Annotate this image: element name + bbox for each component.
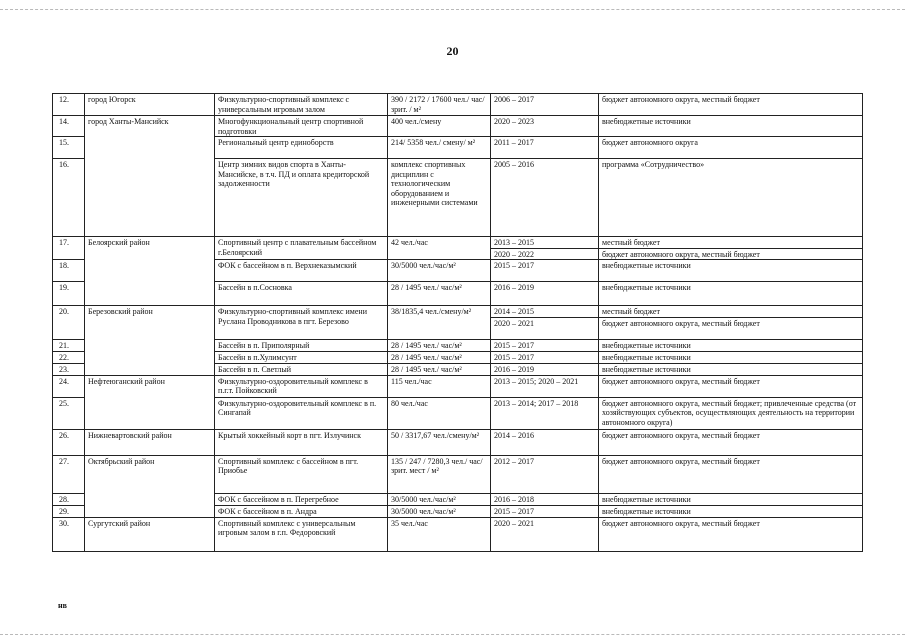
period-cell: 2011 – 2017 <box>491 137 599 159</box>
row-number: 25. <box>53 397 85 429</box>
object-cell: Спортивный комплекс с бассейном в пгт. Приобье <box>215 455 388 493</box>
funding-cell: внебюджетные источники <box>599 116 863 137</box>
period-cell: 2013 – 2014; 2017 – 2018 <box>491 397 599 429</box>
object-cell: Спортивный комплекс с универсальным игровым залом в г.п. Федоровский <box>215 517 388 551</box>
funding-cell: бюджет автономного округа <box>599 137 863 159</box>
table-row <box>53 505 863 517</box>
object-cell: Региональный центр единоборств <box>215 137 388 159</box>
object-cell: Бассейн в п. Светлый <box>215 363 388 375</box>
scan-edge-bottom <box>0 634 905 635</box>
region-cell <box>85 397 215 429</box>
period-cell: 2006 – 2017 <box>491 94 599 116</box>
table-row <box>53 375 863 397</box>
object-cell: Физкультурно-спортивный комплекс с универсальным игровым залом <box>215 94 388 116</box>
object-cell: Спортивный центр с плавательным бассейном г.Белоярский <box>215 237 388 260</box>
region-cell: Нижневартовский район <box>85 429 215 455</box>
region-cell: город Ханты-Мансийск <box>85 116 215 137</box>
period-cell: 2016 – 2019 <box>491 282 599 306</box>
funding-cell: бюджет автономного округа, местный бюджет <box>599 248 863 260</box>
row-number: 20. <box>53 306 85 340</box>
region-cell <box>85 505 215 517</box>
capacity-cell: 42 чел./час <box>388 237 491 260</box>
object-cell: Физкультурно-оздоровительный комплекс в п. Сингапай <box>215 397 388 429</box>
objects-table <box>52 93 863 552</box>
capacity-cell: 28 / 1495 чел./ час/м² <box>388 363 491 375</box>
capacity-cell: 80 чел./час <box>388 397 491 429</box>
row-number: 21. <box>53 339 85 351</box>
region-cell <box>85 137 215 159</box>
table-row <box>53 363 863 375</box>
region-cell: Нефтеюганский район <box>85 375 215 397</box>
row-number: 19. <box>53 282 85 306</box>
object-cell: Физкультурно-спортивный комплекс имени Руслана Проводникова в пгт. Березово <box>215 306 388 340</box>
footer-initials: нв <box>58 601 67 610</box>
capacity-cell: 30/5000 чел./час/м² <box>388 505 491 517</box>
period-cell: 2015 – 2017 <box>491 260 599 282</box>
object-cell: Бассейн в п.Сосновка <box>215 282 388 306</box>
period-cell: 2015 – 2017 <box>491 505 599 517</box>
capacity-cell: 50 / 3317,67 чел./смену/м² <box>388 429 491 455</box>
capacity-cell: 28 / 1495 чел./ час/м² <box>388 282 491 306</box>
period-cell: 2020 – 2022 <box>491 248 599 260</box>
capacity-cell: 35 чел./час <box>388 517 491 551</box>
object-cell: Бассейн в п. Приполярный <box>215 339 388 351</box>
period-cell: 2015 – 2017 <box>491 339 599 351</box>
row-number: 15. <box>53 137 85 159</box>
funding-cell: бюджет автономного округа, местный бюджет <box>599 317 863 339</box>
table-row <box>53 282 863 306</box>
period-cell: 2015 – 2017 <box>491 351 599 363</box>
table-row <box>53 351 863 363</box>
capacity-cell: 28 / 1495 чел./ час/м² <box>388 351 491 363</box>
table-row <box>53 137 863 159</box>
funding-cell: внебюджетные источники <box>599 260 863 282</box>
region-cell <box>85 339 215 351</box>
funding-cell: местный бюджет <box>599 306 863 318</box>
capacity-cell: комплекс спортивных дисциплин с технологическим оборудованием и инженерными системами <box>388 159 491 237</box>
funding-cell: внебюджетные источники <box>599 505 863 517</box>
region-cell <box>85 260 215 282</box>
table-row <box>53 517 863 551</box>
capacity-cell: 115 чел./час <box>388 375 491 397</box>
page-number: 20 <box>446 44 459 58</box>
period-cell: 2014 – 2016 <box>491 429 599 455</box>
period-cell: 2014 – 2015 <box>491 306 599 318</box>
funding-cell: бюджет автономного округа, местный бюджет; привлеченные средства (от хозяйствующих субъектов, осуществляющих деятельность на территории автономного округа) <box>599 397 863 429</box>
row-number: 26. <box>53 429 85 455</box>
table-row <box>53 159 863 237</box>
funding-cell: внебюджетные источники <box>599 493 863 505</box>
capacity-cell: 38/1835,4 чел./смену/м² <box>388 306 491 340</box>
row-number: 22. <box>53 351 85 363</box>
funding-cell: бюджет автономного округа, местный бюджет <box>599 375 863 397</box>
table-row <box>53 94 863 116</box>
object-cell: ФОК с бассейном в п. Перегребное <box>215 493 388 505</box>
object-cell: Многофункциональный центр спортивной подготовки <box>215 116 388 137</box>
region-cell: Сургутский район <box>85 517 215 551</box>
region-cell <box>85 363 215 375</box>
row-number: 28. <box>53 493 85 505</box>
period-cell: 2013 – 2015; 2020 – 2021 <box>491 375 599 397</box>
table-row <box>53 237 863 249</box>
row-number: 29. <box>53 505 85 517</box>
row-number: 16. <box>53 159 85 237</box>
period-cell: 2016 – 2018 <box>491 493 599 505</box>
table-row <box>53 429 863 455</box>
row-number: 17. <box>53 237 85 260</box>
object-cell: Физкультурно-оздоровительный комплекс в п.г.т. Пойковский <box>215 375 388 397</box>
region-cell <box>85 351 215 363</box>
period-cell: 2012 – 2017 <box>491 455 599 493</box>
region-cell: Белоярский район <box>85 237 215 260</box>
region-cell <box>85 282 215 306</box>
table-row <box>53 306 863 318</box>
capacity-cell: 30/5000 чел./час/м² <box>388 260 491 282</box>
row-number: 12. <box>53 94 85 116</box>
capacity-cell: 400 чел./смену <box>388 116 491 137</box>
funding-cell: внебюджетные источники <box>599 351 863 363</box>
funding-cell: внебюджетные источники <box>599 282 863 306</box>
period-cell: 2005 – 2016 <box>491 159 599 237</box>
funding-cell: бюджет автономного округа, местный бюджет <box>599 94 863 116</box>
region-cell: Октябрьский район <box>85 455 215 493</box>
funding-cell: бюджет автономного округа, местный бюджет <box>599 517 863 551</box>
row-number: 18. <box>53 260 85 282</box>
scan-edge-top <box>0 9 905 10</box>
funding-cell: внебюджетные источники <box>599 363 863 375</box>
object-cell: ФОК с бассейном в п. Андра <box>215 505 388 517</box>
row-number: 27. <box>53 455 85 493</box>
table-row <box>53 455 863 493</box>
capacity-cell: 135 / 247 / 7280,3 чел./ час/ зрит. мест / м² <box>388 455 491 493</box>
object-cell: Бассейн в п.Хулимсунт <box>215 351 388 363</box>
period-cell: 2016 – 2019 <box>491 363 599 375</box>
period-cell: 2020 – 2021 <box>491 317 599 339</box>
object-cell: Крытый хоккейный корт в пгт. Излучинск <box>215 429 388 455</box>
funding-cell: программа «Сотрудничество» <box>599 159 863 237</box>
period-cell: 2013 – 2015 <box>491 237 599 249</box>
capacity-cell: 390 / 2172 / 17600 чел./ час/ зрит. / м² <box>388 94 491 116</box>
region-cell: Березовский район <box>85 306 215 340</box>
row-number: 24. <box>53 375 85 397</box>
funding-cell: бюджет автономного округа, местный бюджет <box>599 455 863 493</box>
object-cell: ФОК с бассейном в п. Верхнеказымский <box>215 260 388 282</box>
period-cell: 2020 – 2021 <box>491 517 599 551</box>
table-row <box>53 116 863 137</box>
region-cell <box>85 159 215 237</box>
table-row <box>53 260 863 282</box>
table-row <box>53 397 863 429</box>
row-number: 30. <box>53 517 85 551</box>
capacity-cell: 30/5000 чел./час/м² <box>388 493 491 505</box>
funding-cell: внебюджетные источники <box>599 339 863 351</box>
capacity-cell: 214/ 5358 чел./ смену/ м² <box>388 137 491 159</box>
row-number: 23. <box>53 363 85 375</box>
capacity-cell: 28 / 1495 чел./ час/м² <box>388 339 491 351</box>
table-row <box>53 339 863 351</box>
row-number: 14. <box>53 116 85 137</box>
funding-cell: местный бюджет <box>599 237 863 249</box>
region-cell <box>85 493 215 505</box>
region-cell: город Югорск <box>85 94 215 116</box>
period-cell: 2020 – 2023 <box>491 116 599 137</box>
funding-cell: бюджет автономного округа, местный бюджет <box>599 429 863 455</box>
table-row <box>53 493 863 505</box>
object-cell: Центр зимних видов спорта в Ханты-Мансийске, в т.ч. ПД и оплата кредиторской задолженности <box>215 159 388 237</box>
